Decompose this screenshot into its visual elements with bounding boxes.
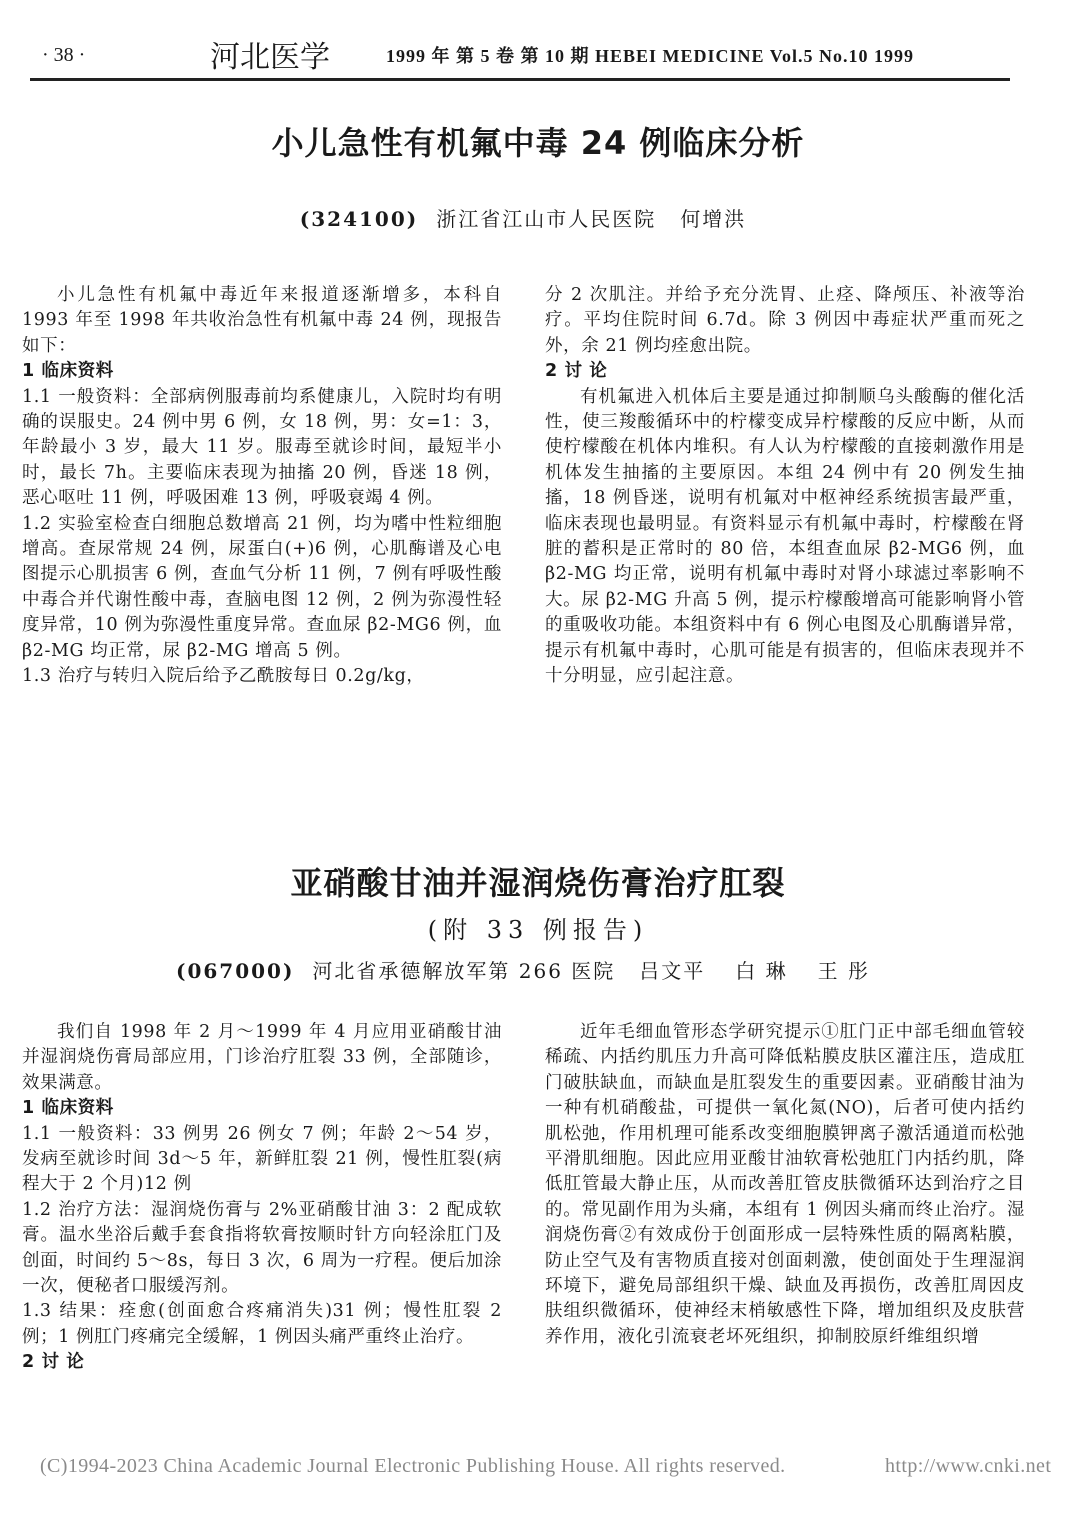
article2-postcode: (067000) [175, 959, 295, 983]
article2-byline [0, 955, 1076, 984]
article2-right-column [545, 1020, 1025, 1460]
paragraph: 1.1 一般资料：全部病例服毒前均系健康儿，入院时均有明确的误服史。24 例中男 6 例，女 18 例，男：女=1：3，年龄最小 3 岁，最大 11 岁。服毒至就诊时间，最短半小时，最长 7h。主要临床表现为抽搐 20 例，昏迷 18 例，恶心呕吐 11 例，呼吸困难 13 例，呼吸衰竭 4 例。 [22, 386, 502, 509]
paragraph: 1.1 一般资料：33 例男 26 例女 7 例；年龄 2～54 岁，发病至就诊时间 3d～5 年，新鲜肛裂 21 例，慢性肛裂(病程大于 2 个月)12 例 [22, 1123, 502, 1195]
paragraph: 有机氟进入机体后主要是通过抑制顺乌头酸酶的催化活性，使三羧酸循环中的柠檬变成异柠檬酸的反应中断，从而使柠檬酸在机体内堆积。有人认为柠檬酸的直接刺激作用是机体发生抽搐的主要原因。本组 24 例中有 20 例发生抽搐，18 例昏迷，说明有机氟对中枢神经系统损害最严重，临床表现也最明显。有资料显示有机氟中毒时，柠檬酸在肾脏的蓄积是正常时的 80 倍，本组查血尿 β2-MG6 例，血 β2-MG 均正常，说明有机氟中毒时对肾小球滤过率影响不大。尿 β2-MG 升高 5 例，提示柠檬酸增高可能影响肾小管的重吸收功能。本组资料中有 6 例心电图及心肌酶谱异常，提示有机氟中毒时，心肌可能是有损害的，但临床表现并不十分明显，应引起注意。 [545, 386, 1025, 687]
article1-author: 何增洪 [680, 207, 747, 231]
article1-postcode: (324100) [299, 207, 419, 231]
article2-author: 白 琳 [735, 959, 788, 983]
issue-info: 1999 年 第 5 卷 第 10 期 HEBEI MEDICINE Vol.5 No.10 1999 [386, 46, 915, 66]
paragraph: 近年毛细血管形态学研究提示①肛门正中部毛细血管较稀疏、内括约肌压力升高可降低粘膜皮肤区灌注压，造成肛门破肤缺血，而缺血是肛裂发生的重要因素。亚硝酸甘油为一种有机硝酸盐，可提供一氧化氮(NO)，后者可使内括约肌松弛，作用机理可能系改变细胞膜钾离子激活通道而松弛平滑肌细胞。因此应用亚酸甘油软膏松弛肛门内括约肌，降低肛管最大静止压，从而改善肛管皮肤微循环达到治疗之目的。常见副作用为头痛，本组有 1 例因头痛而终止治疗。湿润烧伤膏②有效成份于创面形成一层特殊性质的隔离粘膜，防止空气及有害物质直接对创面刺激，使创面处于生理湿润环境下，避免局部组织干燥、缺血及再损伤，改善肛周因皮肤组织微循环，使神经末梢敏感性下降，增加组织及皮肤营养作用，液化引流衰老坏死组织，抑制胶原纤维组织增 [545, 1022, 1025, 1347]
article2-institution: 河北省承德解放军第 266 医院 [312, 959, 616, 983]
paragraph: 小儿急性有机氟中毒近年来报道逐渐增多，本科自 1993 年至 1998 年共收治急性有机氟中毒 24 例，现报告如下： [22, 285, 502, 356]
article2-subtitle: (附 33 例报告) [427, 916, 649, 944]
copyright-text: (C)1994-2023 China Academic Journal Electronic Publishing House. All rights reserved. [40, 1455, 786, 1477]
journal-name: 河北医学 [210, 41, 330, 74]
paragraph: 1.3 结果：痊愈(创面愈合疼痛消失)31 例；慢性肛裂 2 例；1 例肛门疼痛完全缓解，1 例因头痛严重终止治疗。 [22, 1301, 502, 1347]
copyright-footer [40, 1455, 1052, 1478]
paragraph: 我们自 1998 年 2 月～1999 年 4 月应用亚硝酸甘油并湿润烧伤膏局部应用，门诊治疗肛裂 33 例，全部随诊，效果满意。 [22, 1022, 502, 1093]
article1-left-column [22, 283, 502, 690]
article1-byline [0, 203, 1076, 232]
running-header [30, 38, 1010, 81]
page-number: · 38 · [42, 44, 86, 66]
paragraph: 1.3 治疗与转归入院后给予乙酰胺每日 0.2g/kg， [22, 666, 425, 687]
footer-url: http://www.cnki.net [885, 1455, 1052, 1477]
article1-institution: 浙江省江山市人民医院 [436, 207, 657, 231]
section-heading: 2 讨 论 [545, 361, 608, 382]
section-heading: 1 临床资料 [22, 1098, 114, 1119]
section-heading: 1 临床资料 [22, 361, 114, 382]
article1-right-column [545, 283, 1025, 690]
article2-author: 王 彤 [817, 959, 871, 983]
paragraph: 1.2 治疗方法：湿润烧伤膏与 2%亚硝酸甘油 3：2 配成软膏。温水坐浴后戴手套食指将软膏按顺时针方向轻涂肛门及创面，时间约 5～8s，每日 3 次，6 周为一疗程。便后加涂一次，便秘者口服缓泻剂。 [22, 1199, 502, 1297]
article1-title: 小儿急性有机氟中毒 24 例临床分析 [271, 124, 805, 162]
article2-title: 亚硝酸甘油并湿润烧伤膏治疗肛裂 [290, 864, 786, 902]
article2-author: 吕文平 [639, 959, 706, 983]
section-heading: 2 讨 论 [22, 1352, 85, 1373]
paragraph: 1.2 实验室检查白细胞总数增高 21 例，均为嗜中性粒细胞增高。查尿常规 24 例，尿蛋白(+)6 例，心肌酶谱及心电图提示心肌损害 6 例，查血气分析 11 例，7 例有呼吸性酸中毒合并代谢性酸中毒，查脑电图 12 例，2 例为弥漫性轻度异常，10 例为弥漫性重度异常。查血尿 β2-MG6 例，血 β2-MG 均正常，尿 β2-MG 增高 5 例。 [22, 513, 502, 661]
article2-left-column [22, 1020, 502, 1376]
paragraph: 分 2 次肌注。并给予充分洗胃、止痉、降颅压、补液等治疗。平均住院时间 6.7d。除 3 例因中毒症状严重而死之外，余 21 例均痊愈出院。 [545, 285, 1025, 356]
